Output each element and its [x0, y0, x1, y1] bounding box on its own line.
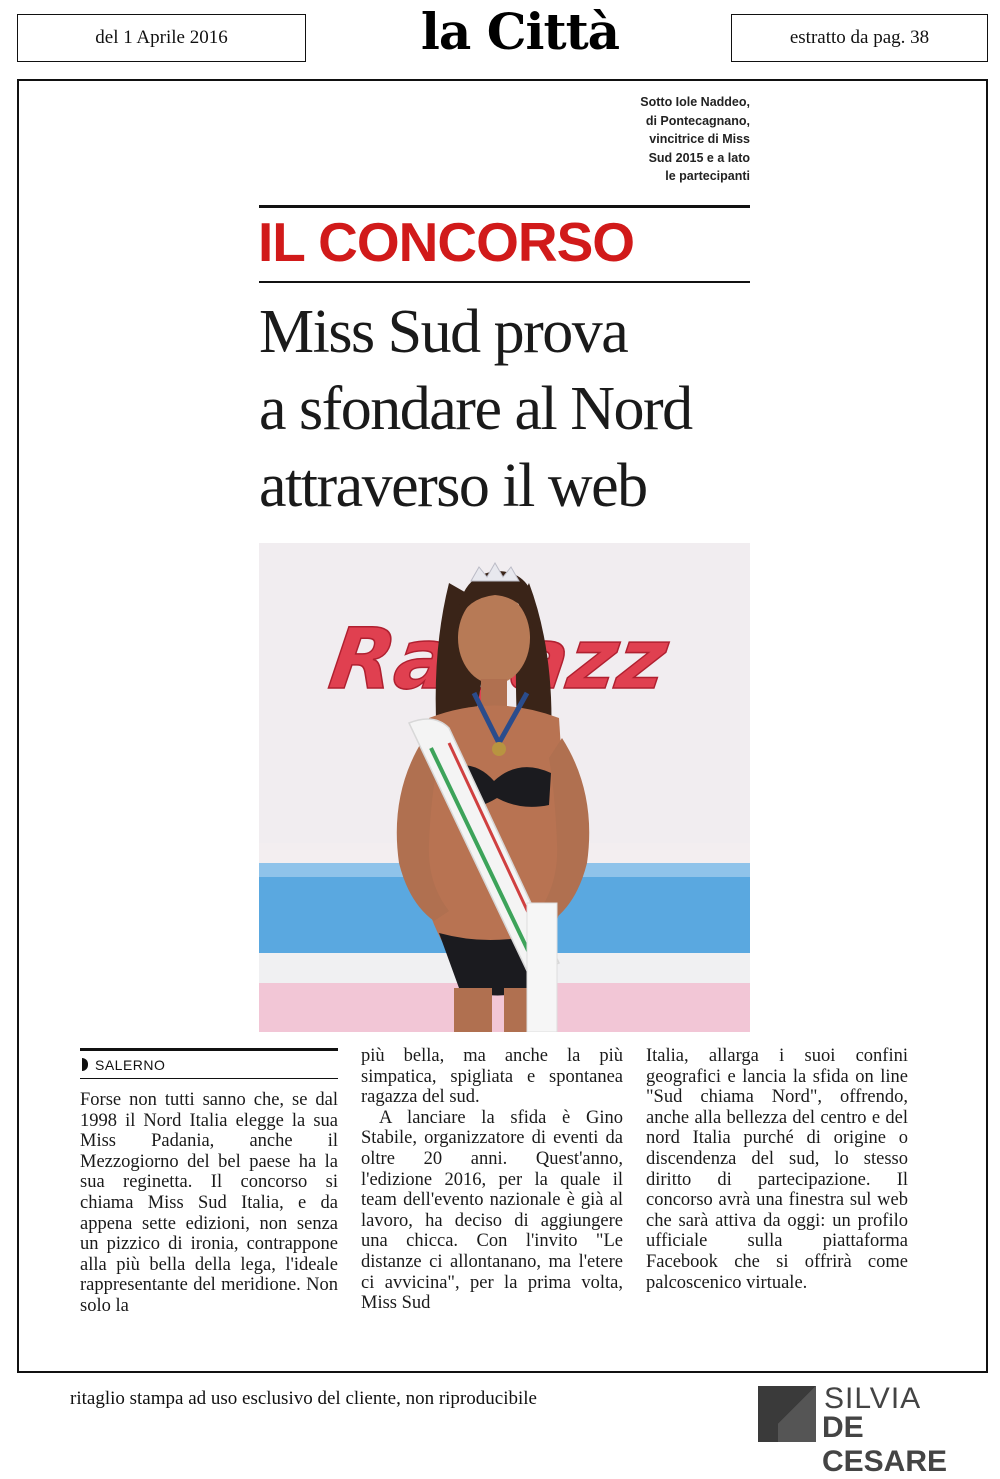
headline-line: a sfondare al Nord	[259, 375, 692, 443]
body-paragraph: Forse non tutti sanno che, se dal 1998 il Nord Italia elegge la sua Miss Padania, anche il Mezzogiorno del bel paese ha la sua reginetta. Il concorso si chiama Miss Sud Italia, e da appena sette edizioni, non senza un pizzico di ironia, contrappone alla più bella della lega, l'ideale rappresentante del meridione. Non solo la	[80, 1090, 338, 1316]
article-column-3	[646, 1046, 908, 1293]
agency-logo	[758, 1382, 990, 1478]
usage-disclaimer: ritaglio stampa ad uso esclusivo del cliente, non riproducibile	[70, 1388, 537, 1409]
article-column-1	[80, 1090, 338, 1317]
article-headline	[259, 294, 759, 525]
photo-illustration	[259, 543, 750, 1032]
headline-line: attraverso il web	[259, 452, 647, 520]
kicker-top-rule	[259, 205, 750, 208]
logo-accent-icon	[778, 1386, 816, 1442]
body-paragraph: più bella, ma anche la più simpatica, spigliata e spontanea ragazza del sud.	[361, 1046, 623, 1108]
caption-line: vincitrice di Miss	[649, 132, 750, 146]
article-photo	[259, 543, 750, 1032]
section-kicker: IL CONCORSO	[258, 211, 635, 273]
dateline-row	[80, 1051, 338, 1079]
issue-date: del 1 Aprile 2016	[95, 27, 228, 48]
dateline	[80, 1048, 338, 1079]
page-reference-box	[731, 14, 988, 62]
date-box	[17, 14, 306, 62]
logo-line-1: SILVIA	[824, 1382, 922, 1415]
logo-line-2: DE CESARE	[822, 1411, 948, 1478]
kicker-bottom-rule	[259, 281, 750, 283]
photo-caption	[560, 93, 750, 186]
article-column-2	[361, 1046, 623, 1314]
body-paragraph: Italia, allarga i suoi confini geografici e lancia la sfida on line "Sud chiama Nord", offrendo, anche alla bellezza del centro e del nord Italia purché di origine o discendenza del sud, lo stesso diritto di partecipazione. Il concorso avrà una finestra sul web che sarà attiva da oggi: un profilo ufficiale sulla piattaforma Facebook che si offrirà come palcoscenico virtuale.	[646, 1046, 908, 1293]
caption-line: di Pontecagnano,	[645, 113, 750, 128]
caption-line: le partecipanti	[665, 169, 750, 183]
headline-line: Miss Sud prova	[259, 298, 628, 366]
masthead-logo: la Città	[420, 2, 620, 61]
body-paragraph: A lanciare la sfida è Gino Stabile, organizzatore di eventi da oltre 20 anni. Quest'anno, l'edizione 2016, per la quale il team dell'evento nazionale è già al lavoro, ha deciso di aggiungere una chicca. Con l'invito "Le distanze ci allontanano, ma l'etere ci avvicina", per la prima volta, Miss Sud	[361, 1107, 623, 1314]
dateline-marker-icon	[82, 1058, 88, 1071]
page-reference: estratto da pag. 38	[789, 27, 930, 48]
caption-line: Sotto Iole Naddeo,	[640, 95, 750, 109]
dateline-location: SALERNO	[95, 1056, 166, 1073]
caption-line: Sud 2015 e a lato	[648, 150, 750, 165]
